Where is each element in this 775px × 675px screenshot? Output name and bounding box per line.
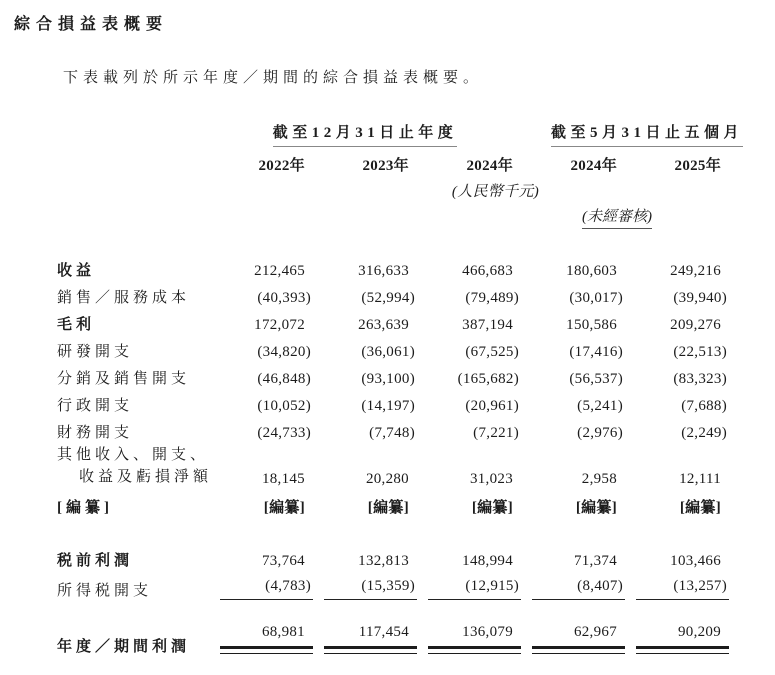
- spacer-row: [57, 229, 729, 253]
- cell-value: 263,639: [358, 317, 409, 333]
- page-title: 綜合損益表概要: [14, 16, 169, 33]
- row-revenue: [57, 253, 729, 280]
- column-group-header-row: [57, 121, 729, 147]
- cell-value: (10,052): [257, 398, 311, 414]
- row-label: 年度／期間利潤: [57, 639, 191, 655]
- cell-value: (5,241): [577, 398, 624, 414]
- cell-value: (46,848): [257, 371, 311, 387]
- double-rule: [532, 646, 625, 654]
- cell-value: (20,961): [465, 398, 520, 414]
- cell-value: 466,683: [462, 263, 514, 279]
- row-label: [編纂]: [57, 500, 113, 516]
- intro-paragraph: 下表載列於所示年度／期間的綜合損益表概要。: [63, 70, 484, 86]
- cell-value: (22,513): [673, 344, 728, 360]
- cell-value: (17,416): [569, 344, 624, 360]
- row-label: 研發開支: [57, 344, 134, 360]
- currency-unit-note: (人民幣千元): [451, 184, 540, 200]
- row-label: 税前利潤: [57, 553, 134, 569]
- cell-value: 71,374: [573, 553, 618, 569]
- spacer-row: [57, 600, 729, 622]
- cell-value: 387,194: [462, 317, 514, 333]
- cell-value: (2,249): [681, 425, 728, 441]
- cell-value: (83,323): [673, 371, 728, 387]
- double-rule: [636, 646, 729, 654]
- cell-value: 31,023: [469, 471, 514, 487]
- cell-value: 180,603: [566, 263, 618, 279]
- group-header-annual: [209, 121, 521, 147]
- row-finance-costs: [57, 415, 729, 442]
- cell-value: (7,688): [681, 398, 728, 414]
- cell-value: (2,976): [577, 425, 624, 441]
- year-header-2024-interim: 2024年: [570, 158, 618, 174]
- cell-value: 2,958: [581, 471, 618, 487]
- row-admin-expenses: [57, 388, 729, 415]
- cell-value: 18,145: [261, 471, 305, 487]
- row-label: 財務開支: [57, 425, 134, 441]
- cell-value: 12,111: [679, 471, 722, 487]
- cell-value: (93,100): [361, 371, 415, 387]
- group-header-five-months: [521, 121, 744, 147]
- audit-note-cell: [521, 201, 653, 229]
- year-header-row: [57, 147, 729, 175]
- group-header-five-months-label: 截至5月31日止五個月: [551, 121, 743, 147]
- cell-value: [編纂]: [263, 500, 305, 516]
- row-other-income-net: [57, 442, 729, 488]
- row-label: 行政開支: [57, 398, 134, 414]
- cell-value: (15,359): [324, 578, 417, 600]
- row-label: 銷售／服務成本: [57, 290, 191, 306]
- row-label: 分銷及銷售開支: [57, 371, 191, 387]
- cell-value: (39,940): [673, 290, 728, 306]
- cell-value: (13,257): [636, 578, 729, 600]
- row-gross-profit: [57, 307, 729, 334]
- cell-value: 249,216: [670, 263, 722, 279]
- cell-value: [編纂]: [575, 500, 618, 516]
- cell-value: (56,537): [569, 371, 624, 387]
- row-label: 其他收入、開支、 收益及虧損淨額: [57, 447, 213, 485]
- income-statement-table: [57, 121, 744, 656]
- row-label: 所得税開支: [57, 583, 153, 599]
- cell-value: (36,061): [361, 344, 415, 360]
- cell-value: (52,994): [361, 290, 415, 306]
- year-header-2024: 2024年: [466, 158, 514, 174]
- cell-value: 90,209: [677, 624, 722, 640]
- cell-value: 212,465: [254, 263, 305, 279]
- row-redaction-placeholder: [57, 488, 729, 517]
- cell-value: 150,586: [566, 317, 618, 333]
- year-header-2025-interim: 2025年: [674, 158, 722, 174]
- cell-value: (12,915): [428, 578, 521, 600]
- cell-value: (34,820): [257, 344, 311, 360]
- row-rd-expenses: [57, 334, 729, 361]
- cell-value: (30,017): [569, 290, 624, 306]
- cell-value: (79,489): [465, 290, 520, 306]
- cell-value: (165,682): [457, 371, 520, 387]
- cell-value: 73,764: [261, 553, 305, 569]
- row-label: 毛利: [57, 317, 96, 333]
- cell-value: (40,393): [257, 290, 311, 306]
- cell-value: (8,407): [532, 578, 625, 600]
- row-selling-expenses: [57, 361, 729, 388]
- year-header-2023: 2023年: [362, 158, 409, 174]
- row-cost-of-sales: [57, 280, 729, 307]
- row-profit-for-period: [57, 622, 729, 656]
- cell-value: 117,454: [358, 624, 409, 640]
- group-header-annual-label: 截至12月31日止年度: [273, 121, 458, 147]
- currency-unit-row: [57, 175, 729, 201]
- row-label: 收益: [57, 263, 96, 279]
- cell-value: (14,197): [361, 398, 415, 414]
- cell-value: (67,525): [465, 344, 520, 360]
- row-income-tax-expense: [57, 570, 729, 600]
- unaudited-note: (未經審核): [582, 205, 652, 229]
- cell-value: 132,813: [358, 553, 409, 569]
- spacer-row: [57, 517, 729, 543]
- cell-value: 148,994: [462, 553, 514, 569]
- cell-value: 209,276: [670, 317, 722, 333]
- cell-value: 172,072: [254, 317, 305, 333]
- cell-value: 103,466: [670, 553, 722, 569]
- cell-value: 136,079: [462, 624, 514, 640]
- cell-value: 68,981: [261, 624, 305, 640]
- cell-value: (7,221): [473, 425, 520, 441]
- cell-value: [編纂]: [679, 500, 722, 516]
- year-header-2022: 2022年: [258, 158, 305, 174]
- cell-value: [編纂]: [471, 500, 514, 516]
- audit-note-row: [57, 201, 729, 229]
- double-rule: [220, 646, 313, 654]
- cell-value: 20,280: [365, 471, 409, 487]
- cell-value: [編纂]: [367, 500, 409, 516]
- double-rule: [428, 646, 521, 654]
- row-profit-before-tax: [57, 543, 729, 570]
- cell-value: (7,748): [369, 425, 415, 441]
- cell-value: (24,733): [257, 425, 311, 441]
- double-rule: [324, 646, 417, 654]
- cell-value: (4,783): [220, 578, 313, 600]
- unit-note-cell: [417, 175, 540, 201]
- cell-value: 62,967: [573, 624, 618, 640]
- cell-value: 316,633: [358, 263, 409, 279]
